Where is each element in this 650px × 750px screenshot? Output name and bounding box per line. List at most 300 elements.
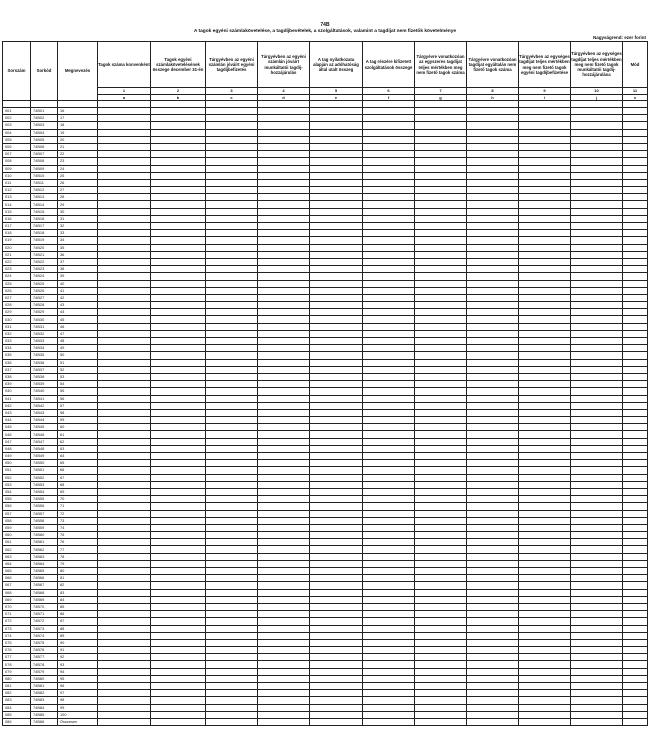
input-cell-col-11[interactable]	[623, 532, 648, 539]
input-cell-col-5[interactable]	[310, 165, 363, 172]
input-cell-col-5[interactable]	[310, 244, 363, 251]
input-cell-col-11[interactable]	[623, 453, 648, 460]
input-cell-col-2[interactable]	[151, 402, 206, 409]
input-cell-col-7[interactable]	[415, 323, 467, 330]
input-cell-col-4[interactable]	[258, 151, 310, 158]
input-cell-col-8[interactable]	[467, 388, 519, 395]
input-cell-col-9[interactable]	[519, 388, 571, 395]
input-cell-col-3[interactable]	[206, 668, 258, 675]
input-cell-col-11[interactable]	[623, 589, 648, 596]
input-cell-col-2[interactable]	[151, 352, 206, 359]
input-cell-col-7[interactable]	[415, 309, 467, 316]
input-cell-col-11[interactable]	[623, 230, 648, 237]
input-cell-col-3[interactable]	[206, 359, 258, 366]
input-cell-col-7[interactable]	[415, 596, 467, 603]
input-cell-col-2[interactable]	[151, 251, 206, 258]
input-cell-col-8[interactable]	[467, 208, 519, 215]
input-cell-col-9[interactable]	[519, 223, 571, 230]
input-cell-col-10[interactable]	[571, 661, 623, 668]
input-cell-col-9[interactable]	[519, 151, 571, 158]
input-cell-col-4[interactable]	[258, 697, 310, 704]
input-cell-col-11[interactable]	[623, 603, 648, 610]
input-cell-col-6[interactable]	[363, 639, 415, 646]
input-cell-col-9[interactable]	[519, 373, 571, 380]
input-cell-col-3[interactable]	[206, 136, 258, 143]
input-cell-col-8[interactable]	[467, 122, 519, 129]
input-cell-col-9[interactable]	[519, 503, 571, 510]
input-cell-col-10[interactable]	[571, 302, 623, 309]
input-cell-col-1[interactable]	[98, 201, 151, 208]
input-cell-col-2[interactable]	[151, 524, 206, 531]
input-cell-col-6[interactable]	[363, 381, 415, 388]
input-cell-col-5[interactable]	[310, 302, 363, 309]
input-cell-col-8[interactable]	[467, 417, 519, 424]
input-cell-col-7[interactable]	[415, 237, 467, 244]
input-cell-col-1[interactable]	[98, 108, 151, 115]
input-cell-col-1[interactable]	[98, 603, 151, 610]
input-cell-col-9[interactable]	[519, 654, 571, 661]
input-cell-col-7[interactable]	[415, 208, 467, 215]
input-cell-col-2[interactable]	[151, 618, 206, 625]
input-cell-col-9[interactable]	[519, 589, 571, 596]
input-cell-col-5[interactable]	[310, 589, 363, 596]
input-cell-col-6[interactable]	[363, 208, 415, 215]
input-cell-col-4[interactable]	[258, 618, 310, 625]
input-cell-col-8[interactable]	[467, 510, 519, 517]
input-cell-col-11[interactable]	[623, 675, 648, 682]
input-cell-col-5[interactable]	[310, 373, 363, 380]
input-cell-col-7[interactable]	[415, 143, 467, 150]
input-cell-col-1[interactable]	[98, 316, 151, 323]
input-cell-col-7[interactable]	[415, 467, 467, 474]
input-cell-col-3[interactable]	[206, 366, 258, 373]
input-cell-col-3[interactable]	[206, 467, 258, 474]
input-cell-col-10[interactable]	[571, 388, 623, 395]
input-cell-col-10[interactable]	[571, 129, 623, 136]
input-cell-col-9[interactable]	[519, 172, 571, 179]
input-cell-col-6[interactable]	[363, 143, 415, 150]
input-cell-col-4[interactable]	[258, 309, 310, 316]
input-cell-col-6[interactable]	[363, 338, 415, 345]
input-cell-col-2[interactable]	[151, 632, 206, 639]
input-cell-col-8[interactable]	[467, 215, 519, 222]
input-cell-col-7[interactable]	[415, 675, 467, 682]
input-cell-col-10[interactable]	[571, 711, 623, 718]
input-cell-col-6[interactable]	[363, 129, 415, 136]
input-cell-col-9[interactable]	[519, 287, 571, 294]
input-cell-col-6[interactable]	[363, 273, 415, 280]
input-cell-col-7[interactable]	[415, 611, 467, 618]
input-cell-col-2[interactable]	[151, 345, 206, 352]
input-cell-col-3[interactable]	[206, 553, 258, 560]
input-cell-col-10[interactable]	[571, 237, 623, 244]
input-cell-col-10[interactable]	[571, 258, 623, 265]
input-cell-col-8[interactable]	[467, 704, 519, 711]
input-cell-col-1[interactable]	[98, 352, 151, 359]
input-cell-col-9[interactable]	[519, 258, 571, 265]
input-cell-col-1[interactable]	[98, 179, 151, 186]
input-cell-col-1[interactable]	[98, 266, 151, 273]
input-cell-col-7[interactable]	[415, 388, 467, 395]
input-cell-col-11[interactable]	[623, 273, 648, 280]
input-cell-col-2[interactable]	[151, 395, 206, 402]
input-cell-col-8[interactable]	[467, 532, 519, 539]
input-cell-col-5[interactable]	[310, 316, 363, 323]
input-cell-col-11[interactable]	[623, 683, 648, 690]
input-cell-col-10[interactable]	[571, 359, 623, 366]
input-cell-col-5[interactable]	[310, 309, 363, 316]
input-cell-col-2[interactable]	[151, 273, 206, 280]
input-cell-col-7[interactable]	[415, 338, 467, 345]
input-cell-col-11[interactable]	[623, 323, 648, 330]
input-cell-col-2[interactable]	[151, 381, 206, 388]
input-cell-col-7[interactable]	[415, 151, 467, 158]
input-cell-col-11[interactable]	[623, 122, 648, 129]
input-cell-col-1[interactable]	[98, 488, 151, 495]
input-cell-col-11[interactable]	[623, 560, 648, 567]
input-cell-col-7[interactable]	[415, 136, 467, 143]
input-cell-col-5[interactable]	[310, 503, 363, 510]
input-cell-col-6[interactable]	[363, 323, 415, 330]
input-cell-col-4[interactable]	[258, 524, 310, 531]
input-cell-col-8[interactable]	[467, 294, 519, 301]
input-cell-col-2[interactable]	[151, 237, 206, 244]
input-cell-col-10[interactable]	[571, 625, 623, 632]
input-cell-col-5[interactable]	[310, 402, 363, 409]
input-cell-col-2[interactable]	[151, 302, 206, 309]
input-cell-col-4[interactable]	[258, 388, 310, 395]
input-cell-col-11[interactable]	[623, 424, 648, 431]
input-cell-col-8[interactable]	[467, 603, 519, 610]
input-cell-col-5[interactable]	[310, 187, 363, 194]
input-cell-col-6[interactable]	[363, 424, 415, 431]
input-cell-col-9[interactable]	[519, 323, 571, 330]
input-cell-col-2[interactable]	[151, 143, 206, 150]
input-cell-col-4[interactable]	[258, 647, 310, 654]
input-cell-col-2[interactable]	[151, 718, 206, 725]
input-cell-col-10[interactable]	[571, 409, 623, 416]
input-cell-col-5[interactable]	[310, 704, 363, 711]
input-cell-col-5[interactable]	[310, 431, 363, 438]
input-cell-col-6[interactable]	[363, 582, 415, 589]
input-cell-col-4[interactable]	[258, 668, 310, 675]
input-cell-col-5[interactable]	[310, 215, 363, 222]
input-cell-col-5[interactable]	[310, 625, 363, 632]
input-cell-col-10[interactable]	[571, 532, 623, 539]
input-cell-col-3[interactable]	[206, 158, 258, 165]
input-cell-col-8[interactable]	[467, 539, 519, 546]
input-cell-col-3[interactable]	[206, 316, 258, 323]
input-cell-col-4[interactable]	[258, 223, 310, 230]
input-cell-col-6[interactable]	[363, 438, 415, 445]
input-cell-col-4[interactable]	[258, 172, 310, 179]
input-cell-col-7[interactable]	[415, 603, 467, 610]
input-cell-col-2[interactable]	[151, 187, 206, 194]
input-cell-col-10[interactable]	[571, 503, 623, 510]
input-cell-col-11[interactable]	[623, 467, 648, 474]
input-cell-col-11[interactable]	[623, 366, 648, 373]
input-cell-col-9[interactable]	[519, 179, 571, 186]
input-cell-col-10[interactable]	[571, 589, 623, 596]
input-cell-col-9[interactable]	[519, 675, 571, 682]
input-cell-col-5[interactable]	[310, 345, 363, 352]
input-cell-col-11[interactable]	[623, 711, 648, 718]
input-cell-col-8[interactable]	[467, 280, 519, 287]
input-cell-col-11[interactable]	[623, 596, 648, 603]
input-cell-col-10[interactable]	[571, 280, 623, 287]
input-cell-col-5[interactable]	[310, 294, 363, 301]
input-cell-col-4[interactable]	[258, 568, 310, 575]
input-cell-col-11[interactable]	[623, 654, 648, 661]
input-cell-col-8[interactable]	[467, 639, 519, 646]
input-cell-col-5[interactable]	[310, 237, 363, 244]
input-cell-col-4[interactable]	[258, 287, 310, 294]
input-cell-col-10[interactable]	[571, 115, 623, 122]
input-cell-col-10[interactable]	[571, 445, 623, 452]
input-cell-col-9[interactable]	[519, 704, 571, 711]
input-cell-col-2[interactable]	[151, 417, 206, 424]
input-cell-col-7[interactable]	[415, 201, 467, 208]
input-cell-col-2[interactable]	[151, 431, 206, 438]
input-cell-col-11[interactable]	[623, 115, 648, 122]
input-cell-col-8[interactable]	[467, 438, 519, 445]
input-cell-col-11[interactable]	[623, 280, 648, 287]
input-cell-col-6[interactable]	[363, 136, 415, 143]
input-cell-col-5[interactable]	[310, 445, 363, 452]
input-cell-col-9[interactable]	[519, 251, 571, 258]
input-cell-col-4[interactable]	[258, 675, 310, 682]
input-cell-col-3[interactable]	[206, 661, 258, 668]
input-cell-col-5[interactable]	[310, 697, 363, 704]
input-cell-col-8[interactable]	[467, 409, 519, 416]
input-cell-col-7[interactable]	[415, 115, 467, 122]
input-cell-col-1[interactable]	[98, 273, 151, 280]
input-cell-col-1[interactable]	[98, 524, 151, 531]
input-cell-col-2[interactable]	[151, 244, 206, 251]
input-cell-col-11[interactable]	[623, 316, 648, 323]
input-cell-col-1[interactable]	[98, 718, 151, 725]
input-cell-col-5[interactable]	[310, 338, 363, 345]
input-cell-col-10[interactable]	[571, 524, 623, 531]
input-cell-col-10[interactable]	[571, 474, 623, 481]
input-cell-col-2[interactable]	[151, 496, 206, 503]
input-cell-col-7[interactable]	[415, 654, 467, 661]
input-cell-col-10[interactable]	[571, 244, 623, 251]
input-cell-col-6[interactable]	[363, 165, 415, 172]
input-cell-col-7[interactable]	[415, 647, 467, 654]
input-cell-col-8[interactable]	[467, 424, 519, 431]
input-cell-col-10[interactable]	[571, 395, 623, 402]
input-cell-col-10[interactable]	[571, 136, 623, 143]
input-cell-col-9[interactable]	[519, 647, 571, 654]
input-cell-col-7[interactable]	[415, 273, 467, 280]
input-cell-col-1[interactable]	[98, 409, 151, 416]
input-cell-col-1[interactable]	[98, 208, 151, 215]
input-cell-col-9[interactable]	[519, 237, 571, 244]
input-cell-col-10[interactable]	[571, 560, 623, 567]
input-cell-col-1[interactable]	[98, 510, 151, 517]
input-cell-col-9[interactable]	[519, 409, 571, 416]
input-cell-col-1[interactable]	[98, 546, 151, 553]
input-cell-col-6[interactable]	[363, 151, 415, 158]
input-cell-col-2[interactable]	[151, 575, 206, 582]
input-cell-col-8[interactable]	[467, 654, 519, 661]
input-cell-col-1[interactable]	[98, 194, 151, 201]
input-cell-col-3[interactable]	[206, 172, 258, 179]
input-cell-col-1[interactable]	[98, 230, 151, 237]
input-cell-col-8[interactable]	[467, 359, 519, 366]
input-cell-col-8[interactable]	[467, 179, 519, 186]
input-cell-col-10[interactable]	[571, 251, 623, 258]
input-cell-col-4[interactable]	[258, 424, 310, 431]
input-cell-col-9[interactable]	[519, 352, 571, 359]
input-cell-col-2[interactable]	[151, 532, 206, 539]
input-cell-col-1[interactable]	[98, 690, 151, 697]
input-cell-col-7[interactable]	[415, 582, 467, 589]
input-cell-col-11[interactable]	[623, 352, 648, 359]
input-cell-col-7[interactable]	[415, 187, 467, 194]
input-cell-col-2[interactable]	[151, 560, 206, 567]
input-cell-col-7[interactable]	[415, 417, 467, 424]
input-cell-col-6[interactable]	[363, 575, 415, 582]
input-cell-col-8[interactable]	[467, 366, 519, 373]
input-cell-col-2[interactable]	[151, 481, 206, 488]
input-cell-col-1[interactable]	[98, 704, 151, 711]
input-cell-col-11[interactable]	[623, 618, 648, 625]
input-cell-col-3[interactable]	[206, 373, 258, 380]
input-cell-col-3[interactable]	[206, 179, 258, 186]
input-cell-col-2[interactable]	[151, 503, 206, 510]
input-cell-col-4[interactable]	[258, 122, 310, 129]
input-cell-col-10[interactable]	[571, 675, 623, 682]
input-cell-col-1[interactable]	[98, 251, 151, 258]
input-cell-col-5[interactable]	[310, 201, 363, 208]
input-cell-col-3[interactable]	[206, 237, 258, 244]
input-cell-col-6[interactable]	[363, 417, 415, 424]
input-cell-col-3[interactable]	[206, 517, 258, 524]
input-cell-col-10[interactable]	[571, 373, 623, 380]
input-cell-col-5[interactable]	[310, 654, 363, 661]
input-cell-col-4[interactable]	[258, 453, 310, 460]
input-cell-col-3[interactable]	[206, 589, 258, 596]
input-cell-col-11[interactable]	[623, 668, 648, 675]
input-cell-col-5[interactable]	[310, 273, 363, 280]
input-cell-col-3[interactable]	[206, 596, 258, 603]
input-cell-col-6[interactable]	[363, 460, 415, 467]
input-cell-col-4[interactable]	[258, 467, 310, 474]
input-cell-col-6[interactable]	[363, 179, 415, 186]
input-cell-col-4[interactable]	[258, 488, 310, 495]
input-cell-col-1[interactable]	[98, 431, 151, 438]
input-cell-col-2[interactable]	[151, 330, 206, 337]
input-cell-col-1[interactable]	[98, 517, 151, 524]
input-cell-col-5[interactable]	[310, 603, 363, 610]
input-cell-col-6[interactable]	[363, 345, 415, 352]
input-cell-col-3[interactable]	[206, 568, 258, 575]
input-cell-col-8[interactable]	[467, 172, 519, 179]
input-cell-col-5[interactable]	[310, 453, 363, 460]
input-cell-col-8[interactable]	[467, 115, 519, 122]
input-cell-col-11[interactable]	[623, 237, 648, 244]
input-cell-col-3[interactable]	[206, 496, 258, 503]
input-cell-col-1[interactable]	[98, 122, 151, 129]
input-cell-col-6[interactable]	[363, 194, 415, 201]
input-cell-col-10[interactable]	[571, 424, 623, 431]
input-cell-col-11[interactable]	[623, 258, 648, 265]
input-cell-col-6[interactable]	[363, 603, 415, 610]
input-cell-col-8[interactable]	[467, 582, 519, 589]
input-cell-col-10[interactable]	[571, 179, 623, 186]
input-cell-col-1[interactable]	[98, 568, 151, 575]
input-cell-col-6[interactable]	[363, 309, 415, 316]
input-cell-col-6[interactable]	[363, 560, 415, 567]
input-cell-col-10[interactable]	[571, 151, 623, 158]
input-cell-col-9[interactable]	[519, 517, 571, 524]
input-cell-col-11[interactable]	[623, 373, 648, 380]
input-cell-col-2[interactable]	[151, 136, 206, 143]
input-cell-col-4[interactable]	[258, 589, 310, 596]
input-cell-col-11[interactable]	[623, 223, 648, 230]
input-cell-col-7[interactable]	[415, 539, 467, 546]
input-cell-col-3[interactable]	[206, 115, 258, 122]
input-cell-col-11[interactable]	[623, 546, 648, 553]
input-cell-col-10[interactable]	[571, 718, 623, 725]
input-cell-col-8[interactable]	[467, 266, 519, 273]
input-cell-col-8[interactable]	[467, 675, 519, 682]
input-cell-col-7[interactable]	[415, 668, 467, 675]
input-cell-col-8[interactable]	[467, 683, 519, 690]
input-cell-col-11[interactable]	[623, 431, 648, 438]
input-cell-col-2[interactable]	[151, 453, 206, 460]
input-cell-col-10[interactable]	[571, 208, 623, 215]
input-cell-col-10[interactable]	[571, 273, 623, 280]
input-cell-col-5[interactable]	[310, 524, 363, 531]
input-cell-col-11[interactable]	[623, 474, 648, 481]
input-cell-col-8[interactable]	[467, 481, 519, 488]
input-cell-col-1[interactable]	[98, 575, 151, 582]
input-cell-col-4[interactable]	[258, 244, 310, 251]
input-cell-col-9[interactable]	[519, 302, 571, 309]
input-cell-col-10[interactable]	[571, 704, 623, 711]
input-cell-col-5[interactable]	[310, 438, 363, 445]
input-cell-col-5[interactable]	[310, 258, 363, 265]
input-cell-col-8[interactable]	[467, 625, 519, 632]
input-cell-col-7[interactable]	[415, 683, 467, 690]
input-cell-col-5[interactable]	[310, 179, 363, 186]
input-cell-col-6[interactable]	[363, 625, 415, 632]
input-cell-col-2[interactable]	[151, 309, 206, 316]
input-cell-col-10[interactable]	[571, 683, 623, 690]
input-cell-col-11[interactable]	[623, 187, 648, 194]
input-cell-col-9[interactable]	[519, 345, 571, 352]
input-cell-col-7[interactable]	[415, 438, 467, 445]
input-cell-col-11[interactable]	[623, 158, 648, 165]
input-cell-col-8[interactable]	[467, 661, 519, 668]
input-cell-col-2[interactable]	[151, 596, 206, 603]
input-cell-col-2[interactable]	[151, 654, 206, 661]
input-cell-col-11[interactable]	[623, 194, 648, 201]
input-cell-col-7[interactable]	[415, 460, 467, 467]
input-cell-col-10[interactable]	[571, 539, 623, 546]
input-cell-col-8[interactable]	[467, 596, 519, 603]
input-cell-col-10[interactable]	[571, 316, 623, 323]
input-cell-col-2[interactable]	[151, 690, 206, 697]
input-cell-col-4[interactable]	[258, 352, 310, 359]
input-cell-col-7[interactable]	[415, 359, 467, 366]
input-cell-col-4[interactable]	[258, 560, 310, 567]
input-cell-col-7[interactable]	[415, 366, 467, 373]
input-cell-col-8[interactable]	[467, 244, 519, 251]
